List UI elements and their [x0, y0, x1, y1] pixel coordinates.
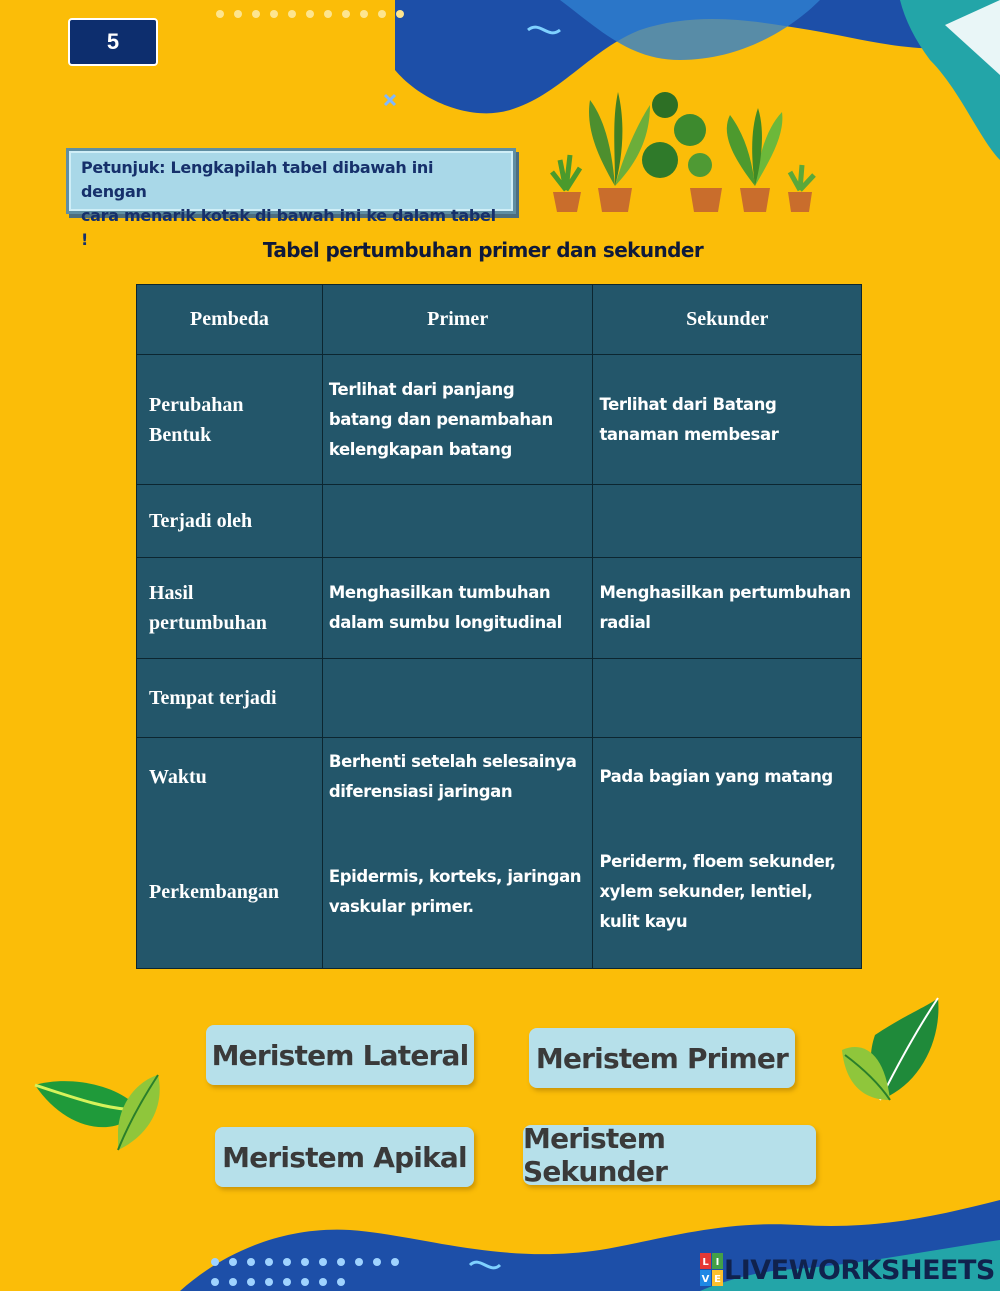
drag-option-meristem-sekunder[interactable]: Meristem Sekunder	[523, 1125, 816, 1185]
cell-sekunder: Periderm, floem sekunder, xylem sekunder, lentiel, kulit kayu	[599, 852, 836, 931]
row-label-group	[137, 738, 323, 969]
table-header-row	[137, 285, 862, 355]
row-label: Tempat terjadi	[137, 659, 323, 738]
drag-option-meristem-lateral[interactable]: Meristem Lateral	[206, 1025, 474, 1085]
drop-zone-primer[interactable]	[322, 485, 593, 558]
growth-table	[136, 284, 862, 969]
instruction-box	[66, 148, 516, 249]
instruction-line-1: Petunjuk: Lengkapilah tabel dibawah ini dengan	[81, 158, 434, 201]
table-row	[137, 659, 862, 738]
badge-letter: E	[714, 1274, 721, 1285]
row-label: Waktu	[149, 766, 207, 788]
table-title: Tabel pertumbuhan primer dan sekunder	[262, 238, 704, 262]
page-number-badge	[68, 18, 158, 66]
cell-primer: Berhenti setelah selesainya diferensiasi jaringan	[328, 752, 577, 801]
drop-zone-sekunder[interactable]	[593, 485, 862, 558]
row-label: Perubahan Bentuk	[137, 355, 323, 485]
row-label: Terjadi oleh	[137, 485, 323, 558]
badge-letter: L	[702, 1257, 709, 1268]
table-row	[137, 485, 862, 558]
potted-plants-icon	[552, 92, 814, 212]
cell-sekunder: Terlihat dari Batang tanaman membesar	[593, 355, 862, 485]
cell-primer: Menghasilkan tumbuhan dalam sumbu longitudinal	[322, 558, 593, 659]
row-label: Perkembangan	[149, 881, 279, 903]
cell-primer: Epidermis, korteks, jaringan vaskular primer.	[328, 867, 582, 916]
cell-sekunder: Pada bagian yang matang	[599, 767, 833, 786]
drop-zone-sekunder[interactable]	[593, 659, 862, 738]
row-label: Hasil pertumbuhan	[137, 558, 323, 659]
header-primer: Primer	[322, 285, 593, 355]
cell-sekunder: Menghasilkan pertumbuhan radial	[593, 558, 862, 659]
drag-option-meristem-apikal[interactable]: Meristem Apikal	[215, 1127, 474, 1187]
liveworksheets-logo	[700, 1252, 995, 1288]
table-row	[137, 558, 862, 659]
header-pembeda: Pembeda	[137, 285, 323, 355]
drop-zone-primer[interactable]	[322, 659, 593, 738]
instruction-line-2: cara menarik kotak di bawah ini ke dalam tabel !	[81, 206, 496, 249]
leaf-left-icon	[35, 1075, 160, 1150]
table-row	[137, 355, 862, 485]
header-sekunder: Sekunder	[593, 285, 862, 355]
cell-sekunder-group	[593, 738, 862, 969]
cell-primer: Terlihat dari panjang batang dan penambahan kelengkapan batang	[322, 355, 593, 485]
cell-primer-group	[322, 738, 593, 969]
leaf-right-icon	[842, 998, 938, 1100]
live-badge-icon	[700, 1253, 724, 1287]
badge-letter: V	[701, 1274, 710, 1285]
table-row	[137, 738, 862, 969]
brand-name: LIVEWORKSHEETS	[724, 1254, 995, 1286]
drag-option-meristem-primer[interactable]: Meristem Primer	[529, 1028, 795, 1088]
page-number: 5	[106, 29, 120, 54]
badge-letter: I	[715, 1257, 720, 1268]
